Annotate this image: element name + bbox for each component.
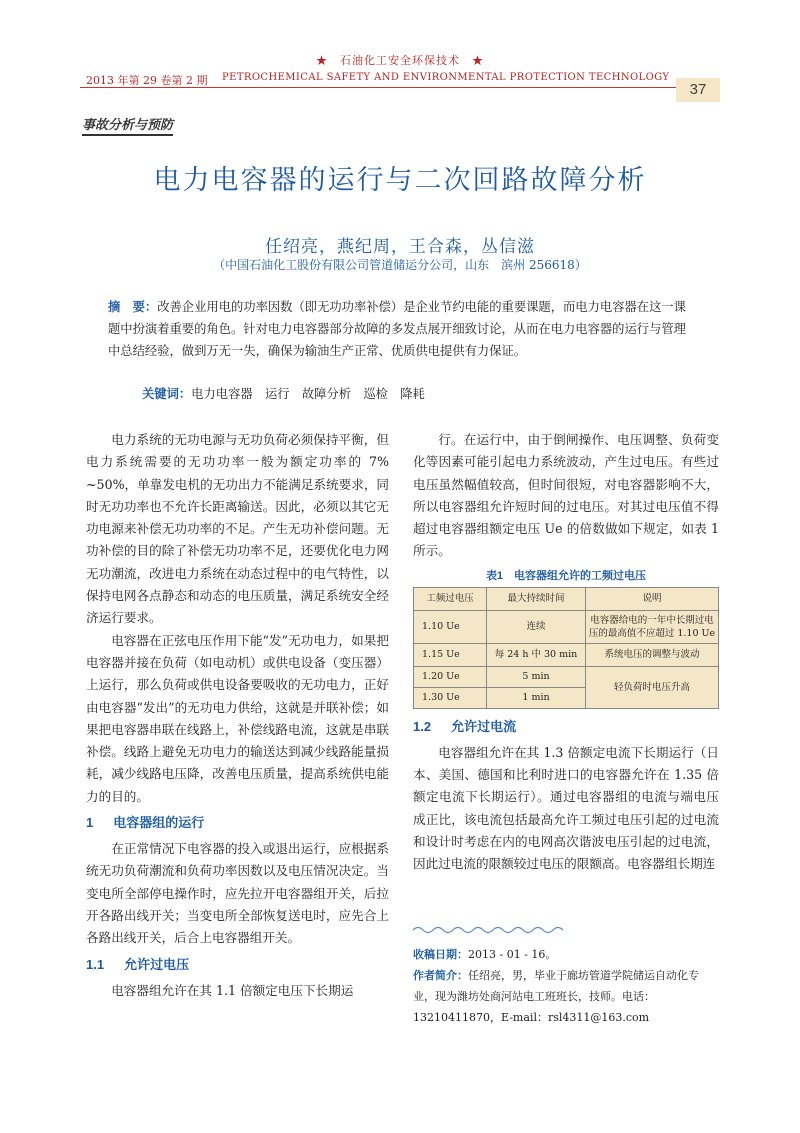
- table-cell: 1.10 Ue: [414, 610, 487, 643]
- table-cell: 电容器给电的一年中长期过电压的最高值不应超过 1.10 Ue: [586, 610, 719, 643]
- table-caption: 表1 电容器组允许的工频过电压: [485, 569, 647, 582]
- page-number: 37: [676, 78, 720, 102]
- section-number: 1.1: [86, 956, 105, 972]
- table-cell: 轻负荷时电压升高: [586, 666, 719, 708]
- left-column: [86, 429, 389, 1002]
- keywords-label: 关键词：: [142, 386, 192, 401]
- overvoltage-table: [413, 587, 719, 709]
- table-cell: 1.20 Ue: [414, 666, 487, 687]
- paragraph: 在正常情况下电容器的投入或退出运行，应根据系统无功负荷潮流和负荷功率因数以及电压情况决定。当变电所全部停电操作时，应先拉开电容器组开关，后拉开各路出线开关；当变电所全部恢复送电时，应先合上各路出线开关，后合上电容器组开关。: [86, 841, 389, 946]
- journal-name-en: PETROCHEMICAL SAFETY AND ENVIRONMENTAL PROTECTION TECHNOLOGY: [222, 72, 670, 83]
- section-heading-1-1: [86, 953, 389, 977]
- table-header-cell: 说明: [586, 587, 719, 610]
- authors: 任绍亮，燕纪周，王合森，丛信滋: [265, 237, 535, 257]
- table-row: [414, 643, 719, 666]
- section-number: 1: [86, 815, 94, 831]
- section-title: 允许过电流: [451, 718, 517, 734]
- section-title: 电容器组的运行: [113, 815, 205, 831]
- header-rule: [80, 87, 676, 88]
- table-cell: 每 24 h 中 30 min: [487, 643, 586, 666]
- article-title: 电力电容器的运行与二次回路故障分析: [153, 165, 647, 196]
- table-cell: 1 min: [487, 687, 586, 708]
- keywords: [142, 384, 425, 402]
- keywords-text: 电力电容器 运行 故障分析 巡检 降耗: [191, 387, 425, 401]
- section-heading-1-2: [413, 715, 719, 739]
- table-header-row: [414, 587, 719, 610]
- abstract-label: 摘 要：: [108, 299, 158, 314]
- paragraph: 电力系统的无功电源与无功负荷必须保持平衡，但电力系统需要的无功功率一般为额定功率的 7% ~50%，单靠发电机的无功出力不能满足系统要求，同时无功功率也不允许长距离输送。因此，必须以其它无功电源来补偿无功功率的不足。产生无功补偿问题。无功补偿的目的除了补偿无功功率不足，还要优化电力网无功潮流，改进电力系统在动态过程中的电气特性，以保持电网各点静态和动态的电压质量，满足系统安全经济运行要求。: [86, 432, 390, 626]
- table-row: [414, 666, 719, 687]
- table-header-cell: 工频过电压: [414, 587, 487, 610]
- affiliation: （中国石油化工股份有限公司管道储运分公司，山东 滨州 256618）: [213, 258, 587, 272]
- bio-text: 任绍亮，男，毕业于廊坊管道学院储运自动化专业，现为潍坊处商河站电工班班长，技师。电话：13210411870，E-mail：rsl4311@163.com: [413, 969, 699, 1024]
- wavy-divider: [413, 925, 563, 935]
- author-bio: [413, 965, 719, 1028]
- right-column: [413, 429, 719, 876]
- paragraph: 行。在运行中，由于倒闸操作、电压调整、负荷变化等因素可能引起电力系统波动，产生过电压。有些过电压虽然幅值较高，但时间很短，对电容器影响不大，所以电容器组允许短时间的过电压。对其过电压值不得超过电容器组额定电压 Ue 的倍数做如下规定，如表 1 所示。: [413, 432, 719, 559]
- abstract-text: 改善企业用电的功率因数（即无功功率补偿）是企业节约电能的重要课题，而电力电容器在这一课题中扮演着重要的角色。针对电力电容器部分故障的多发点展开细致讨论，从而在电力电容器的运行与管理中总结经验，做到万无一失，确保为输油生产正常、优质供电提供有力保证。: [108, 300, 686, 358]
- abstract: [108, 296, 690, 362]
- issue-info: 2013 年第 29 卷第 2 期: [86, 74, 208, 87]
- table-header-cell: 最大持续时间: [487, 587, 586, 610]
- footnote: [413, 944, 719, 1028]
- table-cell: 连续: [487, 610, 586, 643]
- table-cell: 5 min: [487, 666, 586, 687]
- paragraph: 电容器在正弦电压作用下能“发”无功电力，如果把电容器并接在负荷（如电动机）或供电设备（变压器）上运行，那么负荷或供电设备要吸收的无功电力，正好由电容器“发出”的无功电力供给，这就是并联补偿；如果把电容器串联在线路上，补偿线路电流，这就是串联补偿。线路上避免无功电力的输送达到减少线路能量损耗，减少线路电压降，改善电压质量，提高系统供电能力的目的。: [86, 632, 389, 804]
- paragraph: 电容器组允许在其 1.3 倍额定电流下长期运行（日本、美国、德国和比利时进口的电容器允许在 1.35 倍额定电流下长期运行）。通过电容器组的电流与端电压成正比，该电流包括最高允许工频过电压引起的过电流和设计时考虑在内的电网高次谐波电压引起的过电流，因此过电流的限额较过电压的限额高。电容器组长期连: [413, 744, 719, 872]
- table-row: [414, 610, 719, 643]
- section-title: 允许过电压: [124, 956, 190, 972]
- received-label: 收稿日期：: [413, 948, 468, 961]
- received-date: [413, 944, 719, 965]
- journal-name-cn: ★ 石油化工安全环保技术 ★: [316, 54, 484, 67]
- section-heading-1: [86, 811, 389, 835]
- table-cell: 系统电压的调整与波动: [586, 643, 719, 666]
- table-cell: 1.15 Ue: [414, 643, 487, 666]
- section-number: 1.2: [413, 718, 432, 734]
- received-value: 2013 - 01 - 16。: [468, 948, 557, 961]
- section-tag: 事故分析与预防: [82, 114, 173, 136]
- paragraph: 电容器组允许在其 1.1 倍额定电压下长期运: [111, 982, 354, 998]
- bio-label: 作者简介：: [413, 969, 468, 982]
- table-cell: 1.30 Ue: [414, 687, 487, 708]
